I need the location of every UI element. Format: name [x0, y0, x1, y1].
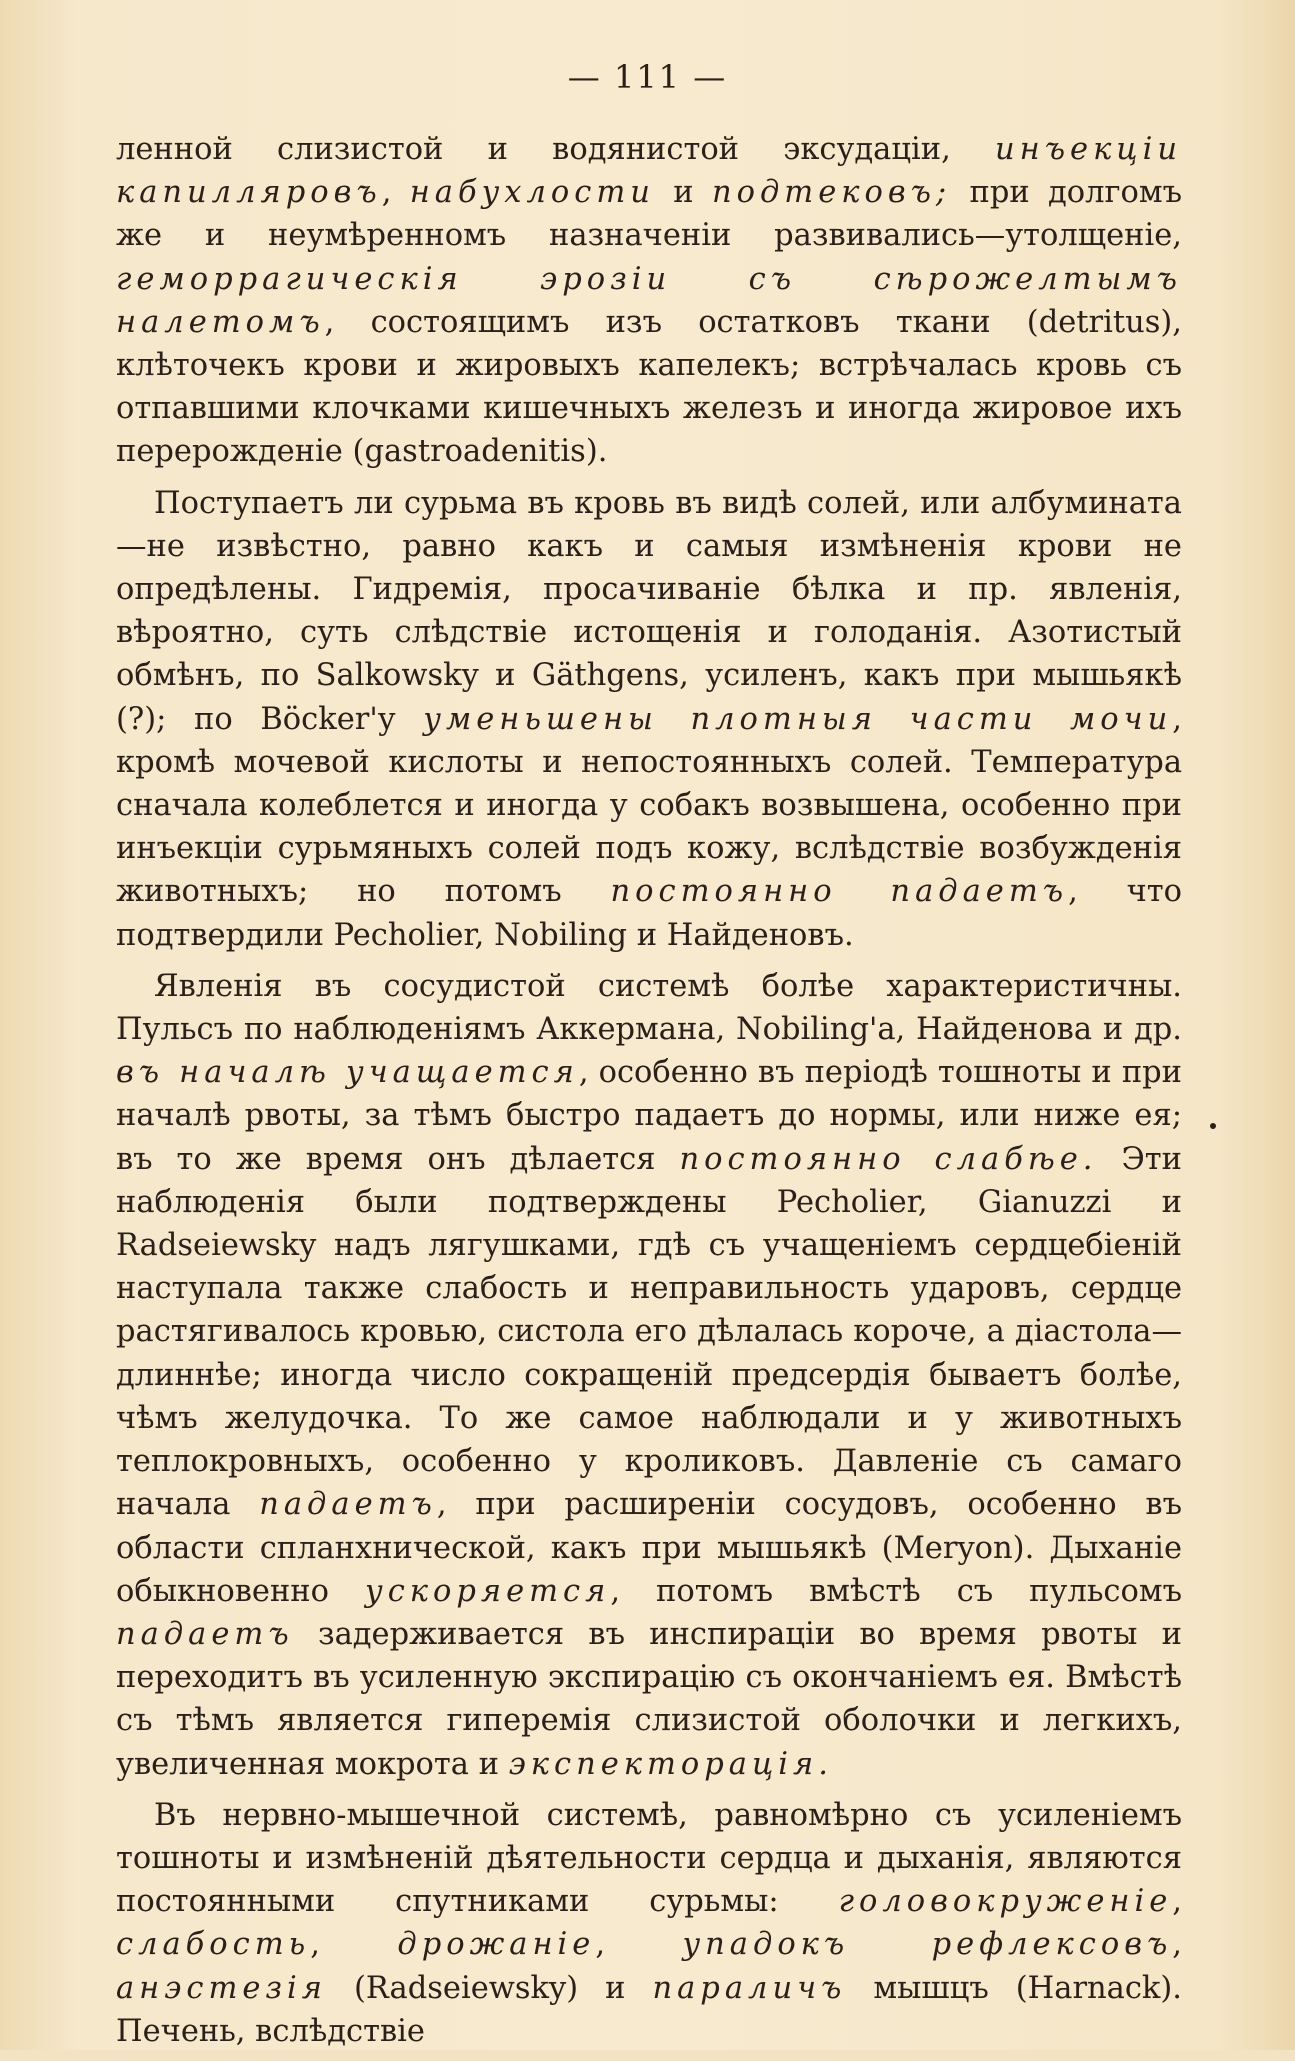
emphasized-text: анэстезія: [116, 1970, 327, 2006]
emphasized-text: инъекціи капилляровъ: [116, 132, 1182, 211]
text-run: и: [654, 175, 712, 211]
text-run: при долгомъ же и неумѣренномъ назначеніи развивались—утолщеніе,: [116, 175, 1183, 254]
emphasized-text: параличъ: [652, 1970, 847, 2006]
text-run: , состоящимъ изъ остатковъ ткани (detritus), клѣточекъ крови и жировыхъ капелекъ; встрѣчалась кровь съ отпавшими клочками кишечныхъ железъ и иногда жировое ихъ перерожденіе (gastroadenitis).: [116, 304, 1182, 470]
paragraph: [116, 965, 1182, 1786]
emphasized-text: постоянно слабѣе.: [679, 1141, 1098, 1177]
paragraph: [116, 482, 1182, 957]
text-run: , особенно въ періодѣ тошноты и при началѣ рвоты, за тѣмъ быстро падаетъ до нормы, или ниже ея; въ то же время онъ дѣлается: [116, 1055, 1182, 1177]
emphasized-text: постоянно падаетъ: [610, 874, 1069, 910]
emphasized-text: падаетъ: [259, 1487, 437, 1523]
text-run: мышцъ (Harnack). Печень, вслѣдствіе: [116, 1970, 1183, 2049]
paragraph: [116, 128, 1182, 474]
text-run: ,: [595, 1927, 683, 1963]
text-run: ,: [1172, 1884, 1182, 1920]
text-run: ,: [381, 175, 410, 211]
emphasized-text: въ началѣ учащается: [116, 1055, 579, 1091]
emphasized-text: слабость: [116, 1927, 311, 1963]
margin-dot: [1210, 1123, 1216, 1129]
emphasized-text: головокруженіе: [838, 1884, 1173, 1920]
emphasized-text: уменьшены плотныя части мочи: [423, 701, 1173, 737]
emphasized-text: дрожаніе: [397, 1927, 596, 1963]
text-run: , при расширеніи сосудовъ, особенно въ области спланхнической, какъ при мышьякѣ (Meryon). Дыханіе обыкновенно: [116, 1487, 1182, 1609]
text-run: Поступаетъ ли сурьма въ кровь въ видѣ солей, или албумината—не извѣстно, равно какъ и самыя измѣненія крови не опредѣлены. Гидремія, просачиваніе бѣлка и пр. явленія, вѣроятно, суть слѣдствіе истощенія и голоданія. Азотистый обмѣнъ, по Salkowsky и Gäthgens, усиленъ, какъ при мышьякѣ (?); по Böcker'у: [116, 485, 1182, 737]
page-number: — 111 —: [567, 58, 728, 96]
body-text: [116, 128, 1182, 2061]
emphasized-text: упадокъ рефлексовъ: [682, 1927, 1173, 1963]
text-run: , потомъ вмѣстѣ съ пульсомъ: [610, 1573, 1182, 1609]
text-run: (Radseiewsky) и: [327, 1970, 653, 2006]
text-run: , кромѣ мочевой кислоты и непостоянныхъ солей. Температура сначала колеблется и иногда у собакъ возвышена, особенно при инъекціи сурьмяныхъ солей подъ кожу, вслѣдствіе возбужденія животныхъ; но потомъ: [116, 701, 1182, 910]
emphasized-text: набухлости: [409, 175, 655, 211]
emphasized-text: ускоряется: [365, 1573, 611, 1609]
text-run: задерживается въ инспираціи во время рвоты и переходитъ въ усиленную экспирацію съ окончаніемъ ея. Вмѣстѣ съ тѣмъ является гиперемія слизистой оболочки и легкихъ, увеличенная мокрота и: [116, 1616, 1182, 1782]
text-run: ,: [1172, 1927, 1182, 1963]
emphasized-text: экспекторація.: [508, 1746, 833, 1782]
text-run: Въ нервно-мышечной системѣ, равномѣрно съ усиленіемъ тошноты и измѣненій дѣятельности сердца и дыханія, являются постоянными спутниками сурьмы:: [116, 1797, 1182, 1920]
text-run: ленной слизистой и водянистой эксудаціи,: [116, 132, 995, 167]
emphasized-text: падаетъ: [116, 1616, 294, 1652]
text-run: Явленія въ сосудистой системѣ болѣе характеристичны. Пульсъ по наблюденіямъ Аккермана, Nobiling'а, Найденова и др.: [116, 968, 1182, 1048]
paragraph: [116, 1794, 1182, 2053]
text-run: , что подтвердили Pecholier, Nobiling и Найденовъ.: [116, 874, 1182, 953]
text-run: ,: [310, 1927, 398, 1963]
emphasized-text: геморрагическія эрозіи съ сѣрожелтымъ налетомъ: [116, 261, 1182, 340]
emphasized-text: подтековъ;: [711, 175, 952, 211]
text-run: Эти наблюденія были подтверждены Pecholier, Gianuzzi и Radseiewsky надъ лягушками, гдѣ съ учащеніемъ сердцебіеній наступала также слабость и неправильность ударовъ, сердце растягивалось кровью, систола его дѣлалась короче, а діастола—длиннѣе; иногда число сокращеній предсердія бываетъ болѣе, чѣмъ желудочка. То же самое наблюдали и у животныхъ теплокровныхъ, особенно у кроликовъ. Давленіе съ самаго начала: [116, 1141, 1182, 1523]
